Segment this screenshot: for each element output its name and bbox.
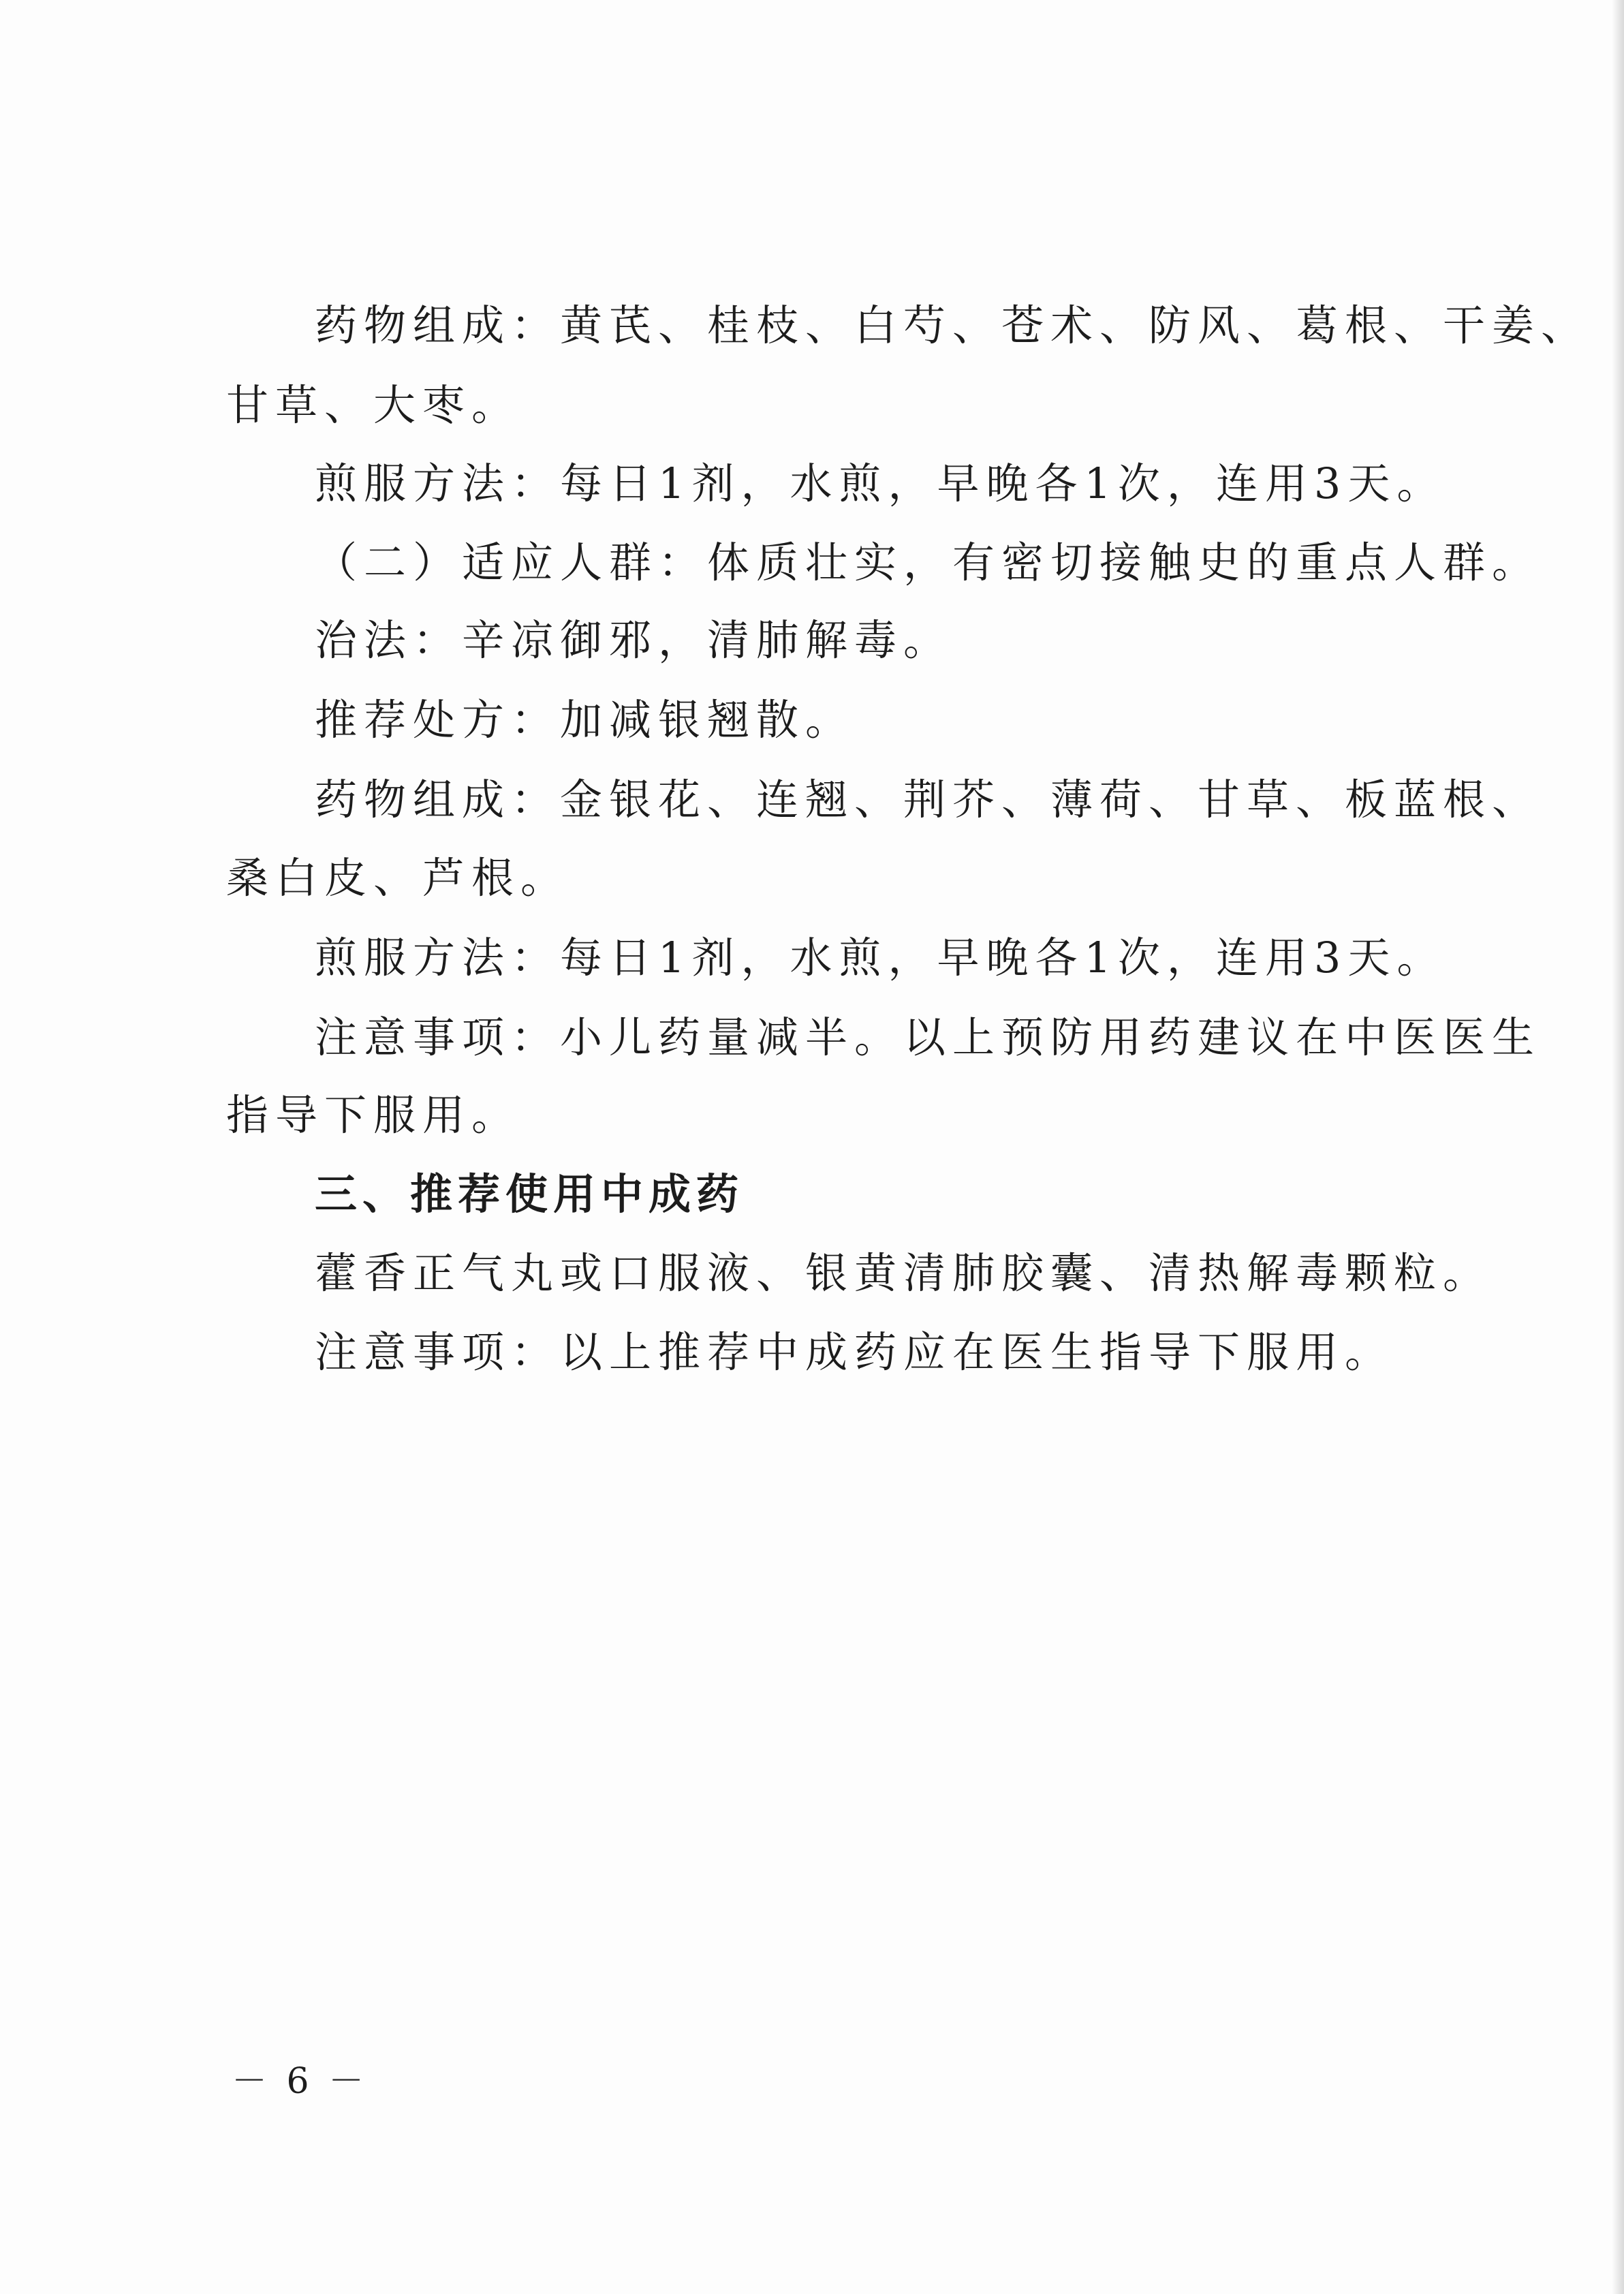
body-line-8: 桑白皮、芦根。 xyxy=(226,853,570,903)
section-heading: 三、推荐使用中成药 xyxy=(315,1169,745,1219)
body-line-6: 推荐处方：加减银翘散。 xyxy=(315,695,855,745)
body-line-14: 注意事项：以上推荐中成药应在医生指导下服用。 xyxy=(315,1327,1394,1377)
body-line-11: 指导下服用。 xyxy=(226,1090,521,1140)
page-number: － 6 － xyxy=(232,2061,369,2102)
page-edge-shadow xyxy=(1612,0,1624,2294)
body-line-1: 药物组成：黄芪、桂枝、白芍、苍术、防风、葛根、干姜、 xyxy=(315,300,1591,350)
body-line-4: （二）适应人群：体质壮实，有密切接触史的重点人群。 xyxy=(315,538,1542,587)
body-line-10: 注意事项：小儿药量减半。以上预防用药建议在中医医生 xyxy=(315,1012,1542,1062)
body-line-7: 药物组成：金银花、连翘、荆芥、薄荷、甘草、板蓝根、 xyxy=(315,775,1542,824)
body-line-9: 煎服方法：每日1剂，水煎，早晚各1次，连用3天。 xyxy=(315,933,1446,982)
body-line-5: 治法：辛凉御邪，清肺解毒。 xyxy=(315,615,953,665)
body-line-3: 煎服方法：每日1剂，水煎，早晚各1次，连用3天。 xyxy=(315,459,1446,508)
body-line-2: 甘草、大枣。 xyxy=(226,380,521,430)
body-line-13: 藿香正气丸或口服液、银黄清肺胶囊、清热解毒颗粒。 xyxy=(315,1248,1493,1298)
